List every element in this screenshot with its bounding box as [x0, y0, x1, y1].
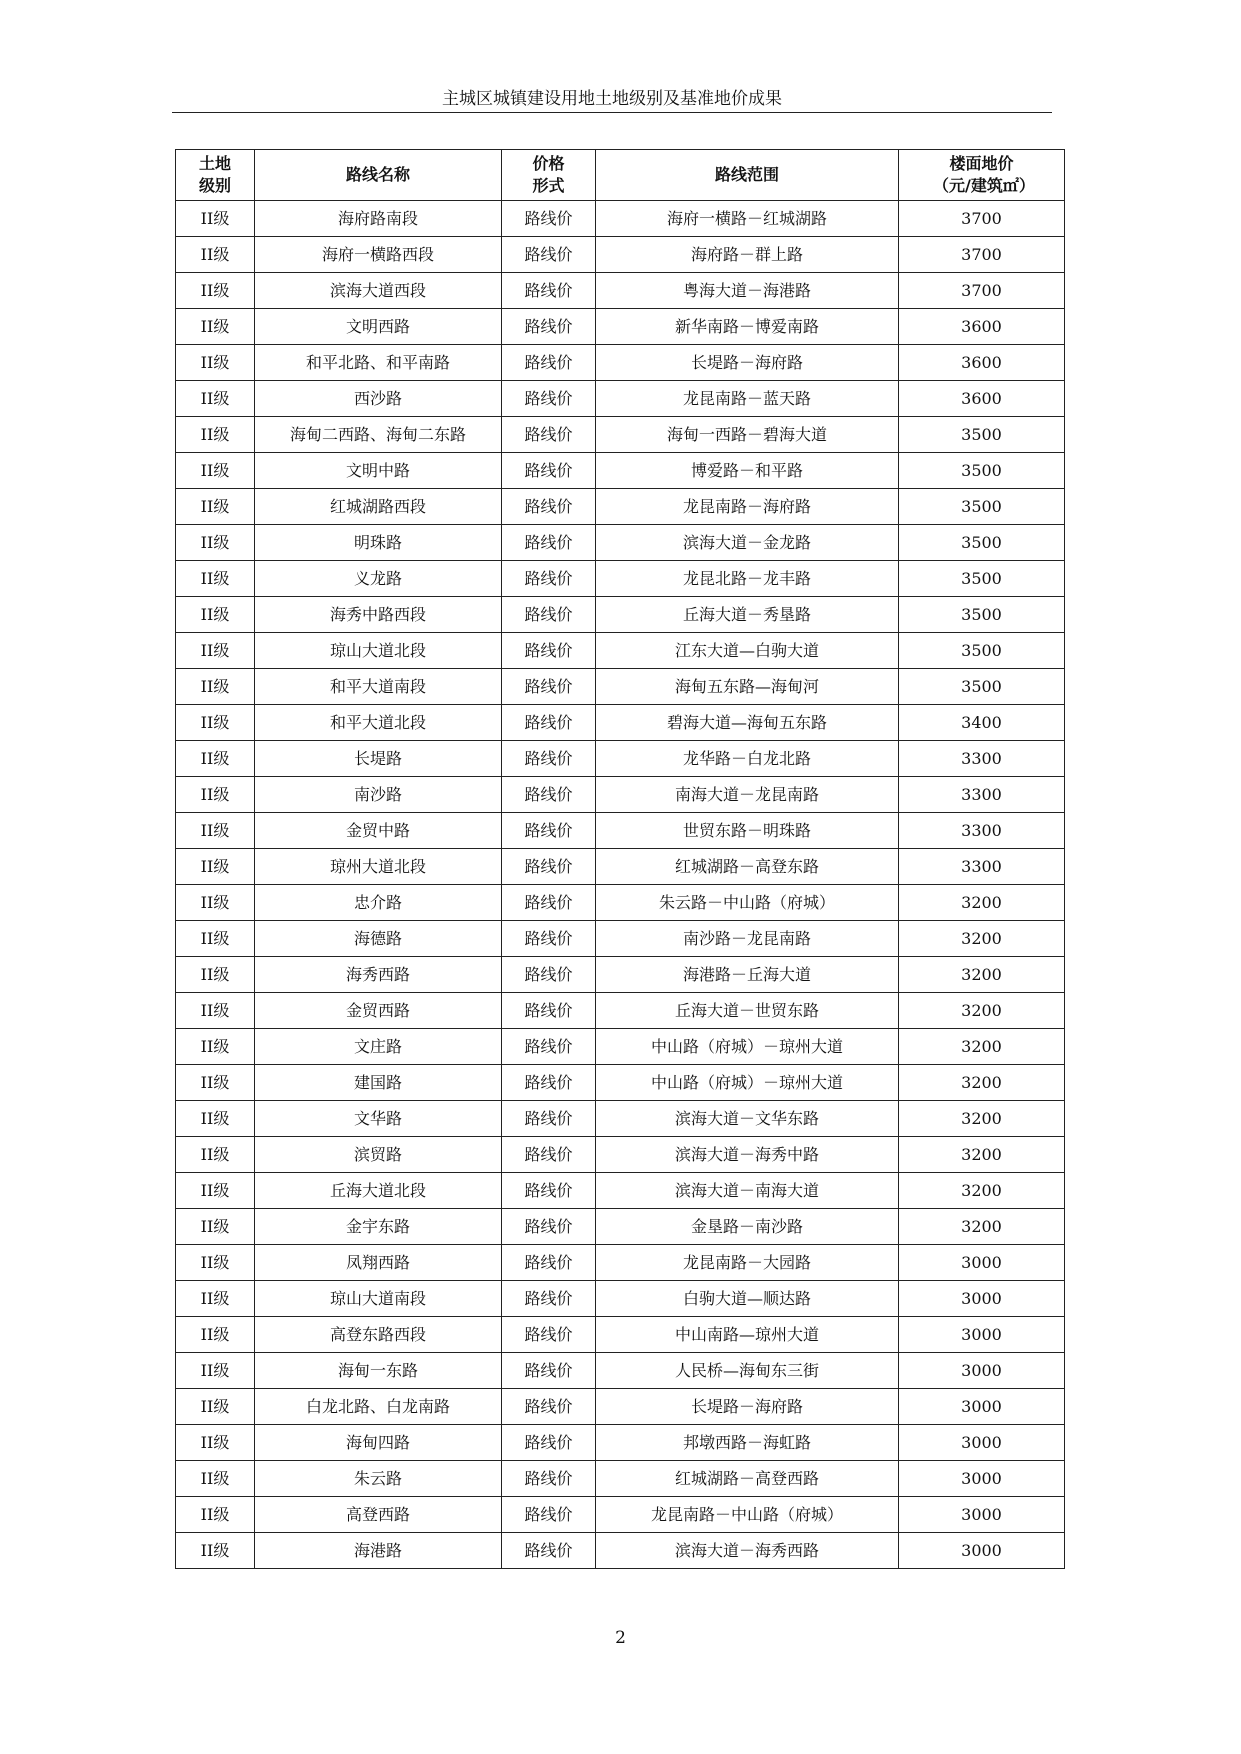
table-row: [176, 1389, 1065, 1425]
cell-price-form: 路线价: [502, 417, 596, 453]
cell-route-name: 海甸四路: [255, 1425, 502, 1461]
cell-price-form: 路线价: [502, 597, 596, 633]
cell-route-range: 龙昆南路－中山路（府城）: [596, 1497, 899, 1533]
cell-floor-price: 3500: [899, 669, 1065, 705]
cell-floor-price: 3200: [899, 1209, 1065, 1245]
cell-price-form: 路线价: [502, 1425, 596, 1461]
cell-floor-price: 3700: [899, 237, 1065, 273]
table-row: [176, 957, 1065, 993]
cell-route-name: 高登东路西段: [255, 1317, 502, 1353]
cell-route-name: 海甸一东路: [255, 1353, 502, 1389]
cell-price-form: 路线价: [502, 1533, 596, 1569]
cell-floor-price: 3200: [899, 1137, 1065, 1173]
cell-floor-price: 3200: [899, 921, 1065, 957]
page-number: 2: [615, 1628, 626, 1648]
cell-grade: II级: [176, 1425, 255, 1461]
table-row: [176, 777, 1065, 813]
cell-route-range: 博爱路－和平路: [596, 453, 899, 489]
table-row: [176, 993, 1065, 1029]
cell-price-form: 路线价: [502, 1209, 596, 1245]
cell-route-range: 滨海大道－海秀西路: [596, 1533, 899, 1569]
cell-grade: II级: [176, 1497, 255, 1533]
cell-floor-price: 3000: [899, 1497, 1065, 1533]
cell-route-name: 琼山大道南段: [255, 1281, 502, 1317]
cell-route-name: 南沙路: [255, 777, 502, 813]
cell-route-range: 长堤路－海府路: [596, 1389, 899, 1425]
cell-route-range: 滨海大道－金龙路: [596, 525, 899, 561]
cell-price-form: 路线价: [502, 1497, 596, 1533]
table-row: [176, 849, 1065, 885]
cell-route-range: 碧海大道—海甸五东路: [596, 705, 899, 741]
cell-route-range: 世贸东路－明珠路: [596, 813, 899, 849]
cell-price-form: 路线价: [502, 993, 596, 1029]
cell-floor-price: 3200: [899, 1065, 1065, 1101]
table-row: [176, 1461, 1065, 1497]
cell-floor-price: 3200: [899, 957, 1065, 993]
table-row: [176, 417, 1065, 453]
cell-route-name: 文华路: [255, 1101, 502, 1137]
table-row: [176, 921, 1065, 957]
table-row: [176, 525, 1065, 561]
cell-route-name: 文明中路: [255, 453, 502, 489]
cell-route-name: 长堤路: [255, 741, 502, 777]
cell-route-range: 人民桥—海甸东三街: [596, 1353, 899, 1389]
table-row: [176, 1281, 1065, 1317]
page-header-title: 主城区城镇建设用地土地级别及基准地价成果: [442, 89, 782, 109]
cell-route-name: 义龙路: [255, 561, 502, 597]
cell-route-range: 龙昆南路－海府路: [596, 489, 899, 525]
table-row: [176, 1029, 1065, 1065]
cell-route-range: 白驹大道—顺达路: [596, 1281, 899, 1317]
cell-floor-price: 3000: [899, 1281, 1065, 1317]
cell-floor-price: 3000: [899, 1317, 1065, 1353]
cell-grade: II级: [176, 381, 255, 417]
cell-floor-price: 3600: [899, 345, 1065, 381]
cell-floor-price: 3500: [899, 453, 1065, 489]
cell-route-range: 新华南路－博爱南路: [596, 309, 899, 345]
cell-grade: II级: [176, 237, 255, 273]
cell-route-range: 龙昆北路－龙丰路: [596, 561, 899, 597]
cell-price-form: 路线价: [502, 669, 596, 705]
cell-route-name: 和平北路、和平南路: [255, 345, 502, 381]
cell-grade: II级: [176, 1389, 255, 1425]
cell-grade: II级: [176, 489, 255, 525]
table-row: [176, 633, 1065, 669]
cell-route-name: 海港路: [255, 1533, 502, 1569]
cell-grade: II级: [176, 777, 255, 813]
table-row: [176, 237, 1065, 273]
cell-grade: II级: [176, 1317, 255, 1353]
table-row: [176, 1533, 1065, 1569]
cell-grade: II级: [176, 1029, 255, 1065]
table-row: [176, 1245, 1065, 1281]
cell-route-range: 海港路－丘海大道: [596, 957, 899, 993]
cell-grade: II级: [176, 1281, 255, 1317]
table-row: [176, 561, 1065, 597]
cell-route-name: 海秀西路: [255, 957, 502, 993]
cell-floor-price: 3400: [899, 705, 1065, 741]
cell-grade: II级: [176, 669, 255, 705]
cell-floor-price: 3200: [899, 1029, 1065, 1065]
table-row: [176, 1317, 1065, 1353]
cell-grade: II级: [176, 597, 255, 633]
cell-grade: II级: [176, 1137, 255, 1173]
table-row: [176, 273, 1065, 309]
cell-route-name: 高登西路: [255, 1497, 502, 1533]
cell-floor-price: 3500: [899, 633, 1065, 669]
table-row: [176, 1425, 1065, 1461]
cell-grade: II级: [176, 741, 255, 777]
cell-price-form: 路线价: [502, 813, 596, 849]
table-row: [176, 741, 1065, 777]
cell-floor-price: 3200: [899, 1101, 1065, 1137]
table-row: [176, 1353, 1065, 1389]
cell-route-name: 海府路南段: [255, 201, 502, 237]
cell-grade: II级: [176, 1245, 255, 1281]
cell-floor-price: 3500: [899, 561, 1065, 597]
cell-price-form: 路线价: [502, 885, 596, 921]
cell-grade: II级: [176, 1101, 255, 1137]
cell-grade: II级: [176, 561, 255, 597]
table-row: [176, 885, 1065, 921]
table-body: [176, 201, 1065, 1569]
cell-route-range: 红城湖路－高登西路: [596, 1461, 899, 1497]
cell-grade: II级: [176, 705, 255, 741]
table-row: [176, 705, 1065, 741]
cell-price-form: 路线价: [502, 561, 596, 597]
cell-grade: II级: [176, 453, 255, 489]
cell-floor-price: 3300: [899, 813, 1065, 849]
cell-price-form: 路线价: [502, 1353, 596, 1389]
cell-route-range: 中山路（府城）－琼州大道: [596, 1029, 899, 1065]
cell-grade: II级: [176, 993, 255, 1029]
cell-route-name: 滨海大道西段: [255, 273, 502, 309]
cell-route-name: 丘海大道北段: [255, 1173, 502, 1209]
table-row: [176, 669, 1065, 705]
cell-floor-price: 3200: [899, 885, 1065, 921]
cell-route-name: 金贸中路: [255, 813, 502, 849]
table-row: [176, 381, 1065, 417]
cell-price-form: 路线价: [502, 1137, 596, 1173]
cell-grade: II级: [176, 885, 255, 921]
cell-route-name: 海府一横路西段: [255, 237, 502, 273]
cell-route-range: 南沙路－龙昆南路: [596, 921, 899, 957]
table-header-row: [176, 150, 1065, 201]
cell-price-form: 路线价: [502, 1245, 596, 1281]
cell-floor-price: 3200: [899, 993, 1065, 1029]
cell-grade: II级: [176, 525, 255, 561]
cell-price-form: 路线价: [502, 201, 596, 237]
table-row: [176, 813, 1065, 849]
cell-floor-price: 3000: [899, 1461, 1065, 1497]
table-row: [176, 453, 1065, 489]
header-route-name: 路线名称: [255, 150, 502, 201]
cell-route-range: 滨海大道－南海大道: [596, 1173, 899, 1209]
cell-route-name: 海甸二西路、海甸二东路: [255, 417, 502, 453]
cell-price-form: 路线价: [502, 309, 596, 345]
table-row: [176, 345, 1065, 381]
cell-floor-price: 3200: [899, 1173, 1065, 1209]
cell-route-name: 文明西路: [255, 309, 502, 345]
cell-grade: II级: [176, 633, 255, 669]
cell-floor-price: 3500: [899, 597, 1065, 633]
cell-route-range: 红城湖路－高登东路: [596, 849, 899, 885]
cell-route-range: 粤海大道－海港路: [596, 273, 899, 309]
cell-price-form: 路线价: [502, 921, 596, 957]
cell-price-form: 路线价: [502, 1461, 596, 1497]
cell-price-form: 路线价: [502, 273, 596, 309]
cell-floor-price: 3300: [899, 741, 1065, 777]
cell-route-range: 中山路（府城）－琼州大道: [596, 1065, 899, 1101]
cell-route-name: 琼山大道北段: [255, 633, 502, 669]
cell-floor-price: 3500: [899, 525, 1065, 561]
cell-price-form: 路线价: [502, 237, 596, 273]
table-row: [176, 1101, 1065, 1137]
cell-floor-price: 3700: [899, 273, 1065, 309]
table-row: [176, 201, 1065, 237]
cell-route-name: 白龙北路、白龙南路: [255, 1389, 502, 1425]
cell-grade: II级: [176, 813, 255, 849]
cell-grade: II级: [176, 1065, 255, 1101]
header-divider: [172, 112, 1052, 113]
cell-route-range: 江东大道—白驹大道: [596, 633, 899, 669]
cell-route-name: 忠介路: [255, 885, 502, 921]
header-floor-price: 楼面地价（元/建筑㎡）: [899, 150, 1065, 201]
cell-route-range: 朱云路－中山路（府城）: [596, 885, 899, 921]
cell-route-range: 海甸五东路—海甸河: [596, 669, 899, 705]
table-row: [176, 1209, 1065, 1245]
cell-route-range: 海府一横路－红城湖路: [596, 201, 899, 237]
table-row: [176, 1497, 1065, 1533]
cell-route-range: 丘海大道－世贸东路: [596, 993, 899, 1029]
cell-route-name: 和平大道南段: [255, 669, 502, 705]
cell-route-range: 邦墩西路－海虹路: [596, 1425, 899, 1461]
cell-route-name: 红城湖路西段: [255, 489, 502, 525]
cell-route-range: 龙昆南路－大园路: [596, 1245, 899, 1281]
cell-route-range: 金垦路－南沙路: [596, 1209, 899, 1245]
table-row: [176, 1065, 1065, 1101]
cell-price-form: 路线价: [502, 453, 596, 489]
cell-route-name: 和平大道北段: [255, 705, 502, 741]
cell-floor-price: 3000: [899, 1245, 1065, 1281]
cell-route-name: 海德路: [255, 921, 502, 957]
cell-route-range: 龙华路－白龙北路: [596, 741, 899, 777]
cell-route-name: 明珠路: [255, 525, 502, 561]
table-row: [176, 597, 1065, 633]
cell-floor-price: 3000: [899, 1425, 1065, 1461]
cell-route-name: 金贸西路: [255, 993, 502, 1029]
cell-grade: II级: [176, 201, 255, 237]
table-row: [176, 1173, 1065, 1209]
cell-route-name: 文庄路: [255, 1029, 502, 1065]
cell-floor-price: 3500: [899, 489, 1065, 525]
cell-route-name: 凤翔西路: [255, 1245, 502, 1281]
table-row: [176, 489, 1065, 525]
cell-grade: II级: [176, 1461, 255, 1497]
cell-route-range: 滨海大道－海秀中路: [596, 1137, 899, 1173]
cell-route-range: 丘海大道－秀垦路: [596, 597, 899, 633]
header-price-form: 价格形式: [502, 150, 596, 201]
cell-route-range: 龙昆南路－蓝天路: [596, 381, 899, 417]
cell-price-form: 路线价: [502, 705, 596, 741]
cell-route-name: 建国路: [255, 1065, 502, 1101]
cell-price-form: 路线价: [502, 957, 596, 993]
cell-price-form: 路线价: [502, 633, 596, 669]
cell-price-form: 路线价: [502, 1317, 596, 1353]
cell-grade: II级: [176, 417, 255, 453]
cell-route-name: 海秀中路西段: [255, 597, 502, 633]
cell-grade: II级: [176, 1209, 255, 1245]
cell-route-range: 滨海大道－文华东路: [596, 1101, 899, 1137]
cell-price-form: 路线价: [502, 345, 596, 381]
cell-route-name: 朱云路: [255, 1461, 502, 1497]
cell-grade: II级: [176, 273, 255, 309]
cell-price-form: 路线价: [502, 1065, 596, 1101]
cell-route-range: 长堤路－海府路: [596, 345, 899, 381]
cell-floor-price: 3700: [899, 201, 1065, 237]
cell-route-range: 海府路－群上路: [596, 237, 899, 273]
cell-grade: II级: [176, 849, 255, 885]
cell-price-form: 路线价: [502, 1101, 596, 1137]
cell-grade: II级: [176, 345, 255, 381]
cell-price-form: 路线价: [502, 741, 596, 777]
cell-grade: II级: [176, 309, 255, 345]
cell-route-name: 滨贸路: [255, 1137, 502, 1173]
cell-floor-price: 3600: [899, 381, 1065, 417]
cell-floor-price: 3000: [899, 1353, 1065, 1389]
cell-route-range: 南海大道－龙昆南路: [596, 777, 899, 813]
cell-route-range: 海甸一西路－碧海大道: [596, 417, 899, 453]
cell-floor-price: 3500: [899, 417, 1065, 453]
cell-route-name: 西沙路: [255, 381, 502, 417]
header-grade: 土地级别: [176, 150, 255, 201]
table-row: [176, 1137, 1065, 1173]
header-route-range: 路线范围: [596, 150, 899, 201]
cell-price-form: 路线价: [502, 1029, 596, 1065]
cell-price-form: 路线价: [502, 777, 596, 813]
cell-grade: II级: [176, 1533, 255, 1569]
cell-floor-price: 3300: [899, 849, 1065, 885]
cell-grade: II级: [176, 1353, 255, 1389]
cell-price-form: 路线价: [502, 849, 596, 885]
cell-floor-price: 3300: [899, 777, 1065, 813]
cell-floor-price: 3000: [899, 1533, 1065, 1569]
cell-price-form: 路线价: [502, 381, 596, 417]
cell-route-name: 金宇东路: [255, 1209, 502, 1245]
table-row: [176, 309, 1065, 345]
cell-grade: II级: [176, 921, 255, 957]
land-price-table: [175, 149, 1065, 1569]
cell-price-form: 路线价: [502, 1173, 596, 1209]
cell-grade: II级: [176, 1173, 255, 1209]
cell-price-form: 路线价: [502, 1281, 596, 1317]
cell-floor-price: 3000: [899, 1389, 1065, 1425]
cell-price-form: 路线价: [502, 1389, 596, 1425]
cell-price-form: 路线价: [502, 525, 596, 561]
cell-grade: II级: [176, 957, 255, 993]
cell-price-form: 路线价: [502, 489, 596, 525]
cell-route-name: 琼州大道北段: [255, 849, 502, 885]
cell-floor-price: 3600: [899, 309, 1065, 345]
cell-route-range: 中山南路—琼州大道: [596, 1317, 899, 1353]
